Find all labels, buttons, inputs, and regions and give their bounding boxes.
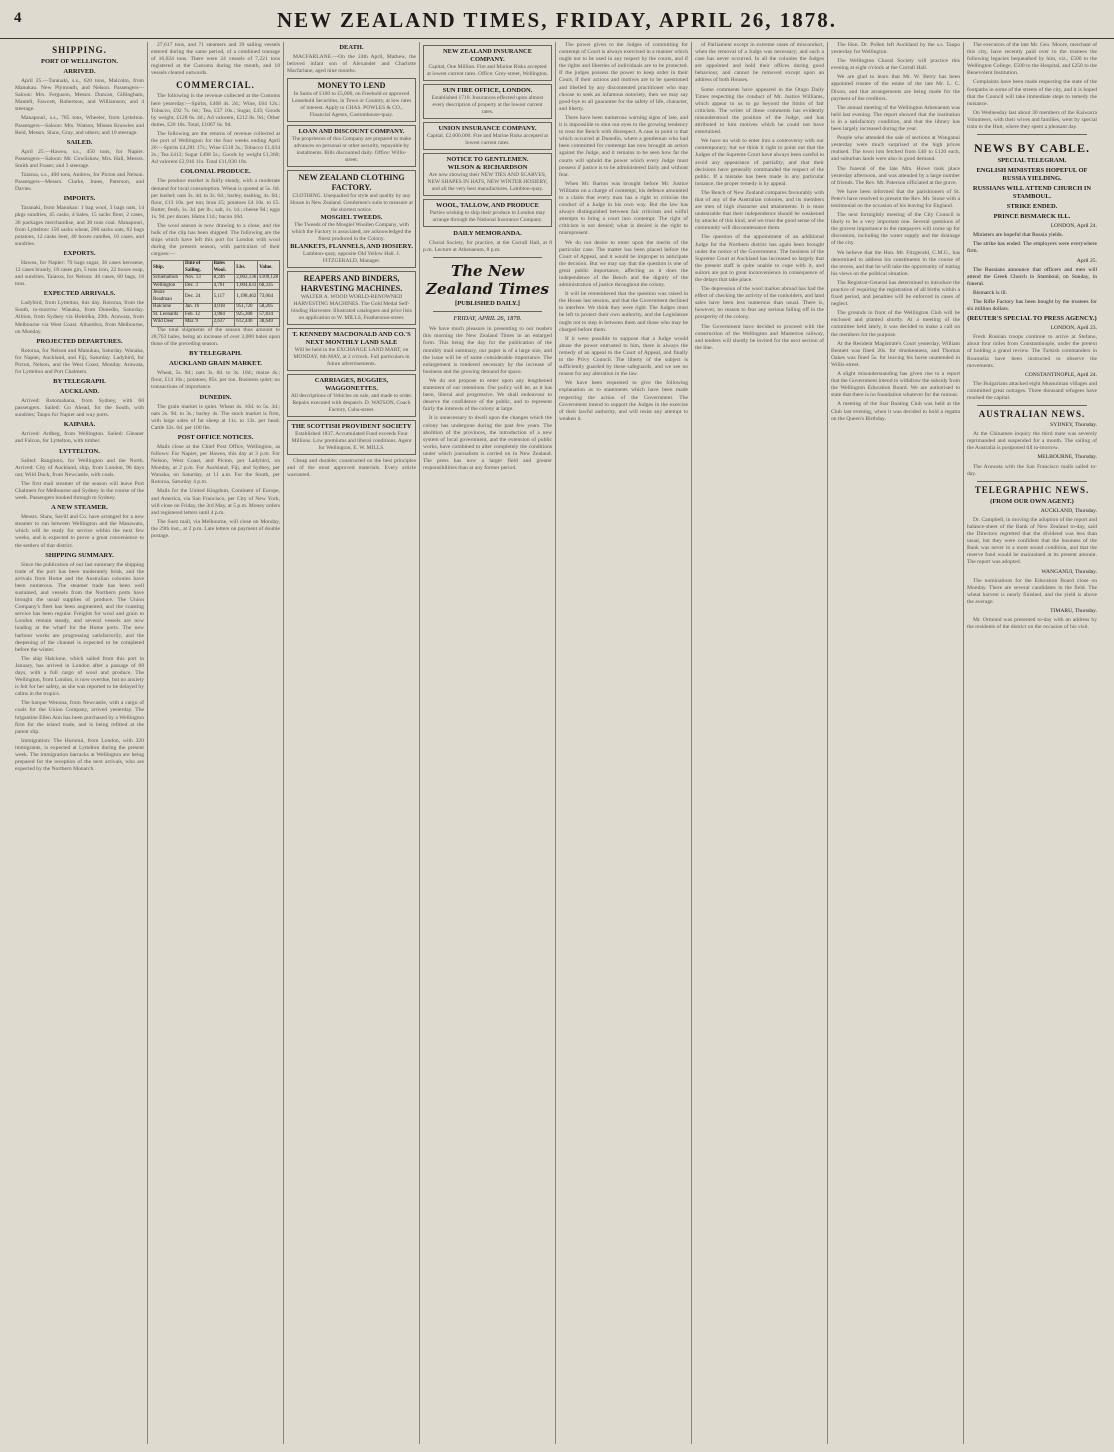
cable-dateline-2: April 25. (1076, 257, 1097, 264)
table-cell: 8,246 (212, 275, 235, 283)
table-header-cell: Date of Sailing. (183, 261, 212, 275)
column-advertisements: DEATH. MACFARLANE.—On the 24th April, Mathew, the beloved infant son of Alexander and Charlotte Macfarlane, aged nine months. MONEY TO LEND In Sums of £100 to £5,000, on Freehold or approved Leasehold Securities, in Town or Country, at low rates of interest. Apply to CHAS. POWLES & CO., Financial Agents, Customhouse-quay. LOAN AND DISCOUNT COMPANY. The proprietors of this Company are prepared to make advances on personal or other security, repayable by instalments. Bills discounted daily. Office: Willis-street. NEW ZEALAND CLOTHING FACTORY. CLOTHING. Unequalled for style and quality by any House in New Zealand. Gentlemen's suits to measure at the shortest notice. MOSGIEL TWEEDS. The Tweeds of the Mosgiel Woollen Company, with which the Factory is associated, are acknowledged the finest produced in the Colony. BLANKETS, FLANNELS, AND HOSIERY. Lambton-quay, opposite Old Yellow Hall. J. FITZGERALD, Manager. REAPERS AND BINDERS, HARVESTING MACHINES. WALTER A. WOOD WORLD-RENOWNED HARVESTING MACHINES. The Gold Medal Self-binding Harvester. Illustrated catalogues and price lists on application to W. MILLS, Featherston-street. T. KENNEDY MACDONALD AND CO.'S NEXT MONTHLY LAND SALE Will be held in the EXCHANGE LAND MART, on MONDAY, 6th MAY, at 2 o'clock. Full particulars in future advertisements. CARRIAGES, BUGGIES, WAGGONETTES. All descriptions of Vehicles on sale, and made to order. Repairs executed with despatch. D. WATSON, Coach Factory, Cuba-street. THE SCOTTISH PROVIDENT SOCIETY Established 1837. Accumulated Fund exceeds Four Millions. Low premiums and liberal conditions. Agent for Wellington, E. W. MILLS. Cheap and durable; constructed on the best principles and of the most approved materials. Every article warranted. (284, 42, 420, 1444)
column-local-news: The Hon. Dr. Pollen left Auckland by the s.s. Taupo yesterday for Wellington. The Wellington Choral Society will practice this evening at eight o'clock at the Corrall Hall. We are glad to learn that Mr. W. Berry has been appointed trustee of the estate of the late Mr. L. C. Dixon, and that arrangements are being made for the payment of the creditors. The annual meeting of the Wellington Athenaeum was held last evening. The report showed that the institution is in a satisfactory condition, and that the library has been largely increased during the year. People who attended the sale of sections at Wanganui yesterday were much surprised at the high prices realised. The town lots fetched from £40 to £120 each, and suburban lands were also in good demand. The funeral of the late Mrs. Howe took place yesterday afternoon, and was attended by a large number of friends. The Rev. Mr. Paterson officiated at the grave. We have been informed that the parishioners of St. Peter's have resolved to present the Rev. Mr. Stone with a testimonial on the occasion of his leaving for England. The next fortnightly meeting of the City Council is likely to be a very important one. Several questions of the gravest importance to the ratepayers will come up for discussion, including the water supply and the drainage of the city. We believe that the Hon. Mr. Fitzgerald, C.M.G., has determined to address his constituents in the course of the recess, and that he will take the opportunity of stating his views on the political situation. The Registrar-General has determined to introduce the practice of requiring the registration of all births within a fixed period, and penalties will be enforced in cases of neglect. The grounds in front of the Wellington Club will be enclosed and planted shortly. At a meeting of the committee held lately, it was decided to make a call on the members for the purpose. At the Resident Magistrate's Court yesterday, William Bennett was fined 20s. for drunkenness, and Thomas Oakes was fined 5s. for leaving his horse unattended in Willis-street. A slight misunderstanding has given rise to a report that the Government intend to withdraw the subsidy from the Wellington Education Board. We are authorised to state that there is no foundation whatever for the rumour. A meeting of the Star Boating Club was held at the Club last evening, when it was decided to hold a regatta on the Queen's Birthday. (828, 42, 964, 1444)
cable-headline-4: PRINCE BISMARCK ILL. (993, 213, 1071, 221)
table-cell: 951,720 (235, 304, 258, 312)
table-cell: Dec. 3 (183, 282, 212, 290)
auckland-market-heading: AUCKLAND GRAIN MARKET. (169, 360, 262, 368)
table-cell: 4,018 (212, 304, 235, 312)
table-cell: 925,308 (235, 311, 258, 319)
table-cell: 2,637 (212, 319, 235, 327)
projected-heading: PROJECTED DEPARTURES. (36, 337, 123, 345)
table-row (152, 275, 280, 283)
leader-dateline: FRIDAY, APRIL 26, 1878. (453, 315, 522, 323)
table-row (152, 311, 280, 319)
australian-news-heading: AUSTRALIAN NEWS. (978, 409, 1086, 420)
reapers-ad: REAPERS AND BINDERS, HARVESTING MACHINES. WALTER A. WOOD WORLD-RENOWNED HARVESTING MACHINES. The Gold Medal Self-binding Harvester. Illustrated catalogues and price lists on application to W. MILLS, Featherston-street. (287, 271, 416, 325)
sun-fire-ad: SUN FIRE OFFICE, LONDON. Established 1710. Insurances effected upon almost every description of property at the lowest current rates. (423, 84, 552, 119)
from-agent: (FROM OUR OWN AGENT.) (990, 497, 1074, 505)
cable-dateline-3: LONDON, April 23. (1050, 325, 1097, 332)
arrived-heading: ARRIVED. (63, 68, 96, 75)
table-cell: Dec. 24 (183, 290, 212, 304)
table-cell: 57,834 (258, 311, 280, 319)
port-heading: PORT OF WELLINGTON. (40, 58, 118, 65)
money-to-lend-ad: MONEY TO LEND In Sums of £100 to £5,000, on Freehold or approved Leasehold Securities, in Town or Country, at low rates of interest. Apply to CHAS. POWLES & CO., Financial Agents, Customhouse-quay. (287, 78, 416, 122)
table-cell: 2,002,136 (236, 275, 257, 281)
daily-memoranda-heading: DAILY MEMORANDA. (453, 230, 522, 237)
table-cell: 73,064 (258, 290, 280, 304)
table-cell: 5,117 (212, 290, 235, 304)
post-office-heading: POST OFFICE NOTICES. (177, 433, 254, 441)
table-cell: 1,198,462 (235, 290, 258, 304)
table-cell: Jan. 16 (183, 304, 212, 312)
cable-para-4: Bismarck is ill. (973, 289, 1008, 296)
commercial-heading: COMMERCIAL. (176, 80, 255, 91)
column-cable-news: The executors of the late Mr. Geo. Moore, merchant of this city, have recently paid over to the trustees the following legacies bequeathed by him, viz., £500 to the Wellington College, £500 to the Hospital, and £250 to the Benevolent Institution. Complaints have been made respecting the state of the footpaths in some of the streets of the city, and it is hoped that the Council will take immediate steps to remedy the nuisance. On Wednesday last about 30 members of the Kaiwarra Volunteers, with their wives and families, went by special train to the Hutt, where they spent a pleasant day. NEWS BY CABLE. SPECIAL TELEGRAM. ENGLISH MINISTERS HOPEFUL OF RUSSIA YIELDING. RUSSIANS WILL ATTEND CHURCH IN STAMBOUL. STRIKE ENDED. PRINCE BISMARCK ILL. LONDON, April 24. Ministers are hopeful that Russia yields. The strike has ended. The employers were everywhere firm. April 25. The Russians announce that officers and men will attend the Greek Church in Stamboul, on Sunday, in funeral. Bismarck is ill. The Rifle Factory has been bought by the trustees for six million dollars. (REUTER'S SPECIAL TO PRESS AGENCY.) LONDON, April 23. Fresh Russian troops continue to arrive at Stefano, about four miles from Constantinople, under the pretext of holding a grand review. The Turkish commanders in Roumelia have been instructed to observe the movements. CONSTANTINOPLE, April 24. The Bulgarians attacked eight Mussulman villages and committed great outrages. Three thousand refugees have reached the capital. AUSTRALIAN NEWS. SYDNEY, Thursday. At the Chinamen inquiry the third mate was severely reprimanded and suspended for a month. The sailing of the Australia is postponed till to-morrow. MELBOURNE, Thursday. The Arawata with the San Francisco mails sailed to-day. TELEGRAPHIC NEWS. (FROM OUR OWN AGENT.) AUCKLAND, Thursday. Dr. Campbell, in moving the adoption of the report and balance-sheet of the Bank of New Zealand to-day, said the Directors regretted that the dividend was less than usual, but they were confident that the business of the Bank was never in a more sound condition, and that the reserve fund would be maintained at its present amount. The report was adopted. WANGANUI, Thursday. The nominations for the Education Board close on Monday. There are several candidates in the field. The wheat harvest is nearly finished, and the yield is above the average. TIMARU, Thursday. Mr. Ormond was presented to-day with an address by the residents of the district on the occasion of his visit. (967, 42, 1097, 631)
table-cell: £109,128 (259, 275, 278, 281)
clothing-factory-ad: NEW ZEALAND CLOTHING FACTORY. CLOTHING. Unequalled for style and quality by any House in New Zealand. Gentlemen's suits to measure at the shortest notice. MOSGIEL TWEEDS. The Tweeds of the Mosgiel Woollen Company, with which the Factory is associated, are acknowledged the finest produced in the Colony. BLANKETS, FLANNELS, AND HOSIERY. Lambton-quay, opposite Old Yellow Hall. J. FITZGERALD, Manager. (287, 170, 416, 268)
cable-headline-1: ENGLISH MINISTERS HOPEFUL OF RUSSIA YIELDING. (976, 167, 1088, 183)
table-cell: 612,440 (235, 319, 258, 327)
masthead (0, 4, 1114, 39)
telegraph-heading: BY TELEGRAPH. (53, 378, 106, 386)
table-header-cell: Ship. (152, 261, 184, 275)
table-cell: 3,984 (212, 311, 235, 319)
cable-headline-3: STRIKE ENDED. (1006, 203, 1058, 211)
table-cell: 1,004,633 (236, 282, 257, 288)
table-cell: St. Leonards (152, 311, 184, 319)
union-insurance-ad: UNION INSURANCE COMPANY. Capital, £2,000,000. Fire and Marine Risks accepted at lowest current rates. (423, 122, 552, 150)
cable-para-2: The strike has ended. The employers were everywhere firm. (967, 241, 1097, 255)
death-heading: DEATH. (339, 44, 364, 51)
wanganui-dateline: WANGANUI, Thursday. (1041, 568, 1097, 575)
table-cell: Wild Deer (152, 319, 184, 327)
nz-insurance-ad: NEW ZEALAND INSURANCE COMPANY. Capital, One Million. Fire and Marine Risks accepted at lowest current rates. Office: Grey-street, Wellington. (423, 45, 552, 81)
sailed-heading: SAILED. (66, 138, 93, 146)
news-by-cable-heading: NEWS BY CABLE. (974, 141, 1090, 156)
wool-shipments-table (151, 260, 280, 327)
column-commercial: 27,617 tons, and 71 steamers and 39 sailing vessels entered during the same period, of a combined tonnage of 16,024 tons. There were 24 vessels of 7,221 tons registered at the Customs during the month, and 18 vessels cleared outwards. COMMERCIAL. The following is the revenue collected at the Customs here yesterday:—Spirits, £468 4s. 2d.; Wine, £64 12s.; Tobacco, £92 7s. 6d.; Tea, £37 10s.; Sugar, £43; Goods by weight, £128 6s. 4d.; Ad valorem, £212 8s. 9d.; Other duties, £20 18s. Total, £1067 6s. 9d. The following are the returns of revenue collected at the port of Wellington for the four weeks ending April 20:—Spirits £4,281 17s.; Wine £518 3s.; Tobacco £1,034 2s.; Tea £412; Sugar £498 5s.; Goods by weight £1,360; Ad valorem £2,916 11s. Total £11,030 18s. COLONIAL PRODUCE. The produce market is fairly steady, with a moderate demand for local consumption. Wheat is quoted at 5s. 6d. per bushel; oats 3s. 4d. to 3s. 6d.; barley, malting, 4s. 6d.; flour, £13 10s. per ton; bran £5; potatoes £4 10s. to £5. Butter, fresh, 1s. 3d. per lb.; salt, 1s. 1d.; cheese 9d.; eggs 1s. 9d. per dozen. Hams 11d.; bacon 10d. The wool season is now drawing to a close, and the bulk of the clip has been shipped. The following are the ships which have left this port for London with wool during the present season, with particulars of their cargoes:— Ship. Date of Sailing. Bales Wool. Lbs. Value. Schiehallion Nov. 13 8,246 2,002,136 £109,128 Wellington Dec. 3 4,761 1,004,633 68,335 Jessie Readman Dec. 24 5,117 1,198,462 73,064 Halcione Jan. 16 4,018 951,720 58,205 St. Leonards Feb. 12 3,984 925,308 57,834 Wild Deer Mar. 9 2,637 612,440 38,640 The total shipments of the season thus amount to 28,763 bales, being an increase of over 3,000 bales upon those of the preceding season. BY TELEGRAPH. AUCKLAND GRAIN MARKET. Wheat, 5s. 9d.; oats 3s. 8d. to 3s. 10d.; maize 4s.; flour, £14 10s.; potatoes, 85s. per ton. Business quiet; no transactions of importance. DUNEDIN. The grain market is quiet. Wheat 4s. 10d. to 5s. 3d.; oats 2s. 9d. to 3s.; barley 4s. The stock market is firm, with large sales of fat sheep at 11s. to 13s. per head. Cattle 32s. 6d. per 100 lbs. POST OFFICE NOTICES. Mails close at the Chief Post Office, Wellington, as follows: For Napier, per Hawea, this day at 3 p.m. For Nelson, West Coast, and Picton, per Ladybird, on Monday, at 2 p.m. For Auckland, Fiji, and Sydney, per Wanaka, on Saturday, at 11 a.m. For the South, per Rotorua, Saturday 4 p.m. Mails for the United Kingdom, Continent of Europe, and America, via San Francisco, per City of New York, will close on Friday, the 3rd May, at 5 p.m. Money orders and registered letters until 4 p.m. The Suez mail, via Melbourne, will close on Monday, the 29th inst., at 2 p.m. Late letters on payment of double postage. (148, 42, 284, 1444)
colonial-produce-heading: COLONIAL PRODUCE. (180, 168, 251, 176)
table-row (152, 304, 280, 312)
new-steamer-heading: A NEW STEAMER. (51, 504, 108, 512)
reuters-heading: (REUTER'S SPECIAL TO PRESS AGENCY.) (967, 315, 1097, 323)
wool-produce-ad: WOOL, TALLOW, AND PRODUCE Parties wishing to ship their produce to London may arrange through the National Insurance Company. (423, 199, 552, 227)
table-header-cell: Bales Wool. (212, 261, 235, 275)
column-leader-3: of Parliament except in extreme cases of misconduct, when the removal of a Judge was necessary; and such a case has never occurred. In all the colonies the Judges are appointed and hold their offices during good behaviour, and cannot be removed except upon an address of both Houses. Some comments have appeared in the Otago Daily Times respecting the conduct of Mr. Justice Williams, which appear to us to go beyond the limits of fair criticism. The writer of these comments has evidently misunderstood the position of the Judge, and has attributed to him motives which he could not have entertained. We have no wish to enter into a controversy with our contemporary; but we think it right to point out that the Judges of the Supreme Court have always been careful to avoid any appearance of partiality, and that their decisions have generally commanded the respect of the public. If a mistake has been made in any particular instance, the proper remedy is by appeal. The Bench of New Zealand compares favourably with that of any of the Australian colonies, and its members are men of high character and attainments. It is most undesirable that their independence should be weakened by attacks of this kind, and we trust the good sense of the community will discountenance them. The question of the appointment of an additional Judge for the Northern district has again been brought under the notice of the Government. The business of the Supreme Court at Auckland has increased so largely that the present staff is quite unable to cope with it, and suitors are put to great inconvenience in consequence of the delays that take place. The depression of the wool market abroad has had the effect of checking the activity of the runholders, and land sales have been less numerous than usual. There is, however, no reason to fear any serious falling off in the prosperity of the colony. The Government have decided to proceed with the construction of the Wellington and Masterton railway, and tenders will shortly be invited for the next section of the line. (692, 42, 828, 1444)
carriages-ad: CARRIAGES, BUGGIES, WAGGONETTES. All descriptions of Vehicles on sale, and made to order. Repairs executed with despatch. D. WATSON, Coach Factory, Cuba-street. (287, 374, 416, 417)
dunedin-heading: DUNEDIN. (199, 393, 232, 401)
cable-para-5: The Rifle Factory has been bought by the trustees for six million dollars. (967, 298, 1097, 313)
telegraphic-news-heading: TELEGRAPHIC NEWS. (974, 484, 1090, 495)
table-cell: 68,335 (258, 282, 280, 290)
cable-para-3: The Russians announce that officers and men will attend the Greek Church in Stamboul, on Sunday, in funeral. (967, 266, 1097, 287)
timaru-dateline: TIMARU, Thursday. (1050, 607, 1097, 614)
table-cell: 4,761 (212, 282, 235, 290)
shipping-text: April 25.—Taranaki, s.s., 620 tons, Malcolm, from Manukau. New Plymouth, and Nelson. Passengers—Saloon: Mrs. Ferguson, Messrs. Duncan, Gillingham, Mantell, Fawcett, Robertson, and Williamson; and 4 steerage. (15, 78, 144, 113)
table-row (152, 282, 280, 290)
column-leader-2: The power given to the Judges of committing for contempt of Court is always exercised in a manner which ought not to be used in any respect by the courts, and if the rights and liberties of individuals are to be protected. If the judges possess the power to keep order in their Court, if their actions and motives are to be questioned and libelled by any discontented practitioner who may choose to seek an infamous notoriety, then we may say good-bye to all guarantee for the safety of life, character, and liberty. There have been numerous warning signs of late, and it is impossible to shut our eyes to the growing tendency to treat the Bench with disrespect. A case in point is that which occurred at Dunedin, where a gentleman who had been committed for contempt has now brought an action against the Judge, and it remains to be seen how far the courts will uphold the power which every Judge must possess if justice is to be administered fairly and without fear. When Mr. Barton was brought before Mr. Justice Williams on a charge of contempt, his defence amounted to a claim that every man has a right to criticise the conduct of a Judge in his own way. But the law has always distinguished between fair criticism and wilful attempts to bring a court into contempt. The right of criticism is not denied; what is denied is the right to misrepresent. We do not desire to enter upon the merits of the particular case. The matter has been placed before the Court of Appeal, and it would be improper to anticipate the decision. But we may say that the question is one of great public importance, affecting as it does the independence of the Bench and the dignity of the administration of justice throughout the colony. It will be remembered that the question was raised in the House last session, and that the Government declined to interfere. We think they were right. The Judges must be left to protect their own authority, and the Legislature ought not to step in between them and those who may be charged before them. If it were possible to suppose that a Judge would abuse the power entrusted to him, there is always the remedy of an appeal to the Court of Appeal, and finally to the Privy Council. The liberty of the subject is sufficiently guarded by these safeguards, and we see no reason for any alteration in the law. We have been requested to give the following explanation as to statements which have been made respecting the action of the Government. The Government intend to support the Judges in the exercise of their lawful authority, and will resist any attempt to weaken it. (556, 42, 692, 1444)
table-header-cell: Value. (258, 261, 280, 275)
table-cell: 38,640 (258, 319, 280, 327)
melbourne-dateline: MELBOURNE, Thursday. (1037, 454, 1097, 461)
table-cell: Wellington (152, 282, 184, 290)
table-cell: Halcione (152, 304, 184, 312)
cable-dateline-1: LONDON, April 24. (1050, 223, 1097, 230)
exports-heading: EXPORTS. (63, 249, 96, 257)
expected-heading: EXPECTED ARRIVALS. (43, 290, 116, 298)
provident-ad: THE SCOTTISH PROVIDENT SOCIETY Established 1837. Accumulated Fund exceeds Four Millions. Low premiums and liberal conditions. Agent for Wellington, E. W. MILLS. (287, 420, 416, 455)
table-row (152, 319, 280, 327)
paper-nameplate: The New Zealand Times (426, 262, 549, 299)
notice-gentlemen-ad: NOTICE TO GENTLEMEN. WILSON & RICHARDSON Are now showing their NEW TIES AND SCARVES, NEW SHAPES IN HATS, NEW WINTER HOSIERY, and all the very best manufactures. Lambton-quay. (423, 153, 552, 196)
column-insurance-leader: NEW ZEALAND INSURANCE COMPANY. Capital, One Million. Fire and Marine Risks accepted at lowest current rates. Office: Grey-street, Wellington. SUN FIRE OFFICE, LONDON. Established 1710. Insurances effected upon almost every description of property at the lowest current rates. UNION INSURANCE COMPANY. Capital, £2,000,000. Fire and Marine Risks accepted at lowest current rates. NOTICE TO GENTLEMEN. WILSON & RICHARDSON Are now showing their NEW TIES AND SCARVES, NEW SHAPES IN HATS, NEW WINTER HOSIERY, and all the very best manufactures. Lambton-quay. WOOL, TALLOW, AND PRODUCE Parties wishing to ship their produce to London may arrange through the National Insurance Company. DAILY MEMORANDA. Choral Society, for practice, at the Corrall Hall, at 8 p.m. Lecture at Athenaeum, 8 p.m. The New Zealand Times [PUBLISHED DAILY.] FRIDAY, APRIL 26, 1878. We have much pleasure in presenting to our readers this morning the New Zealand Times in an enlarged form. This being the day for the publication of the monthly mail summary, our paper is of a large size, and the issue will be of some considerable importance. The enlargement is rendered necessary by the increase of business and the growing demand for space. We do not propose to enter upon any lengthened statement of our intentions. Our policy will be, as it has been, liberal and progressive. We shall endeavour to deserve the confidence of the public, and to represent fairly the interests of the colony at large. It is unnecessary to dwell upon the changes which the colony has undergone during the past few years. The abolition of the provinces, the introduction of a new system of local government, and the extension of public works, have combined to alter completely the conditions under which journalism is carried on in New Zealand. The press has now a larger field and greater responsibilities than at any former period. (420, 42, 556, 1444)
table-row (152, 290, 280, 304)
cable-para-1: Ministers are hopeful that Russia yields. (973, 232, 1064, 239)
table-cell: Jessie Readman (152, 290, 184, 304)
auckland-heading: AUCKLAND. (59, 388, 100, 396)
special-telegram: SPECIAL TELEGRAM. (997, 157, 1067, 165)
cable-dateline-4: CONSTANTINOPLE, April 24. (1025, 371, 1097, 378)
land-sale-ad: T. KENNEDY MACDONALD AND CO.'S NEXT MONTHLY LAND SALE Will be held in the EXCHANGE LAND MART, on MONDAY, 6th MAY, at 2 o'clock. Full particulars in future advertisements. (287, 328, 416, 371)
summary-heading: SHIPPING SUMMARY. (45, 551, 114, 559)
sydney-dateline: SYDNEY, Thursday. (1050, 422, 1097, 429)
lyttelton-heading: LYTTELTON. (59, 447, 100, 455)
table-cell: Nov. 13 (183, 275, 212, 283)
auckland-dateline: AUCKLAND, Thursday. (1040, 507, 1097, 514)
table-cell: Mar. 9 (183, 319, 212, 327)
page-number: 4 (14, 10, 22, 26)
loan-discount-ad: LOAN AND DISCOUNT COMPANY. The proprietors of this Company are prepared to make advances on personal or other security, repayable by instalments. Bills discounted daily. Office: Willis-street. (287, 125, 416, 167)
table-header-cell: Lbs. (235, 261, 258, 275)
column-shipping: SHIPPING. PORT OF WELLINGTON. ARRIVED. April 25.—Taranaki, s.s., 620 tons, Malcolm, from Manukau. New Plymouth, and Nelson. Passengers—Saloon: Mrs. Ferguson, Messrs. Duncan, Gillingham, Mantell, Fawcett, Robertson, and Williamson; and 4 steerage. Manapouri, s.s., 785 tons, Wheeler, from Lyttelton. Passengers—Saloon: Mrs. Watson, Misses Knowles and Reid, Messrs. Shaw, Gray, and others; and 10 steerage. SAILED. April 25.—Hawea, s.s., 450 tons, for Napier. Passengers—Saloon: Mr. Cowlishaw, Mrs. Hall, Messrs. Smith and Fraser; and 3 steerage. Taiaroa, s.s., 400 tons, Andrew, for Picton and Nelson. Passengers—Messrs. Clarke, Innes, Paterson, and Davies. IMPORTS. Taranaki, from Manukau: 1 bag wool, 3 bags oats, 14 pkgs sundries, 45 casks, 4 bales, 15 sacks flour, 2 cases, 36 packages merchandise, and 30 tons coal. Manapouri, from Lyttelton: 150 sacks wheat, 260 sacks oats, 62 bags potatoes, 12 casks beer, 40 boxes candles, 16 cases, and sundries. EXPORTS. Hawea, for Napier: 70 bags sugar, 36 cases kerosene, 12 cases brandy, 18 cases gin, 5 tons iron, 22 boxes soap, and sundries. Taiaroa, for Nelson: 40 cases, 60 bags, 18 tons. EXPECTED ARRIVALS. Ladybird, from Lyttelton, this day. Rotorua, from the South, to-morrow. Wanaka, from Dunedin, Saturday. Albion, from Sydney via Hokitika, 29th. Arawata, from Melbourne via West Coast. Alhambra, from Melbourne, on Monday. PROJECTED DEPARTURES. Rotorua, for Nelson and Manukau, Saturday. Wanaka, for Napier, Auckland, and Fiji, Saturday. Ladybird, for Picton, Nelson, and the West Coast, Monday. Arawata, for Lyttelton and Port Chalmers. BY TELEGRAPH. AUCKLAND. Arrived: Rotomahana, from Sydney, with 60 passengers. Sailed: Go Ahead, for the South, with sundries; Taupo for Napier and way ports. KAIPARA. Arrived: Ardbeg, from Wellington. Sailed: Gleaner and Falcon, for Lyttelton, with timber. LYTTELTON. Sailed: Rangitoto, for Wellington and the North. Arrived: City of Auckland, ship, from London, 96 days out; Wild Duck, from Newcastle, with coals. The first mail steamer of the season will leave Port Chalmers for Melbourne and Sydney in the course of the week. Passengers booked through to Sydney. A NEW STEAMER. Messrs. Shaw, Savill and Co. have arranged for a new steamer to run between Wellington and the Manawatu, which will be ready for service within the next few weeks, and is expected to prove a great convenience to the settlers of that district. SHIPPING SUMMARY. Since the publication of our last summary the shipping trade of the port has been moderately brisk, and the arrivals from Home and the Australian colonies have been numerous. The steamer trade has been well sustained, and vessels from the Northern ports have brought the usual supplies of produce. The Union Company's fleet has been augmented, and the coasting service has been regular. Freights for wool and grain to London remain steady, and several vessels are now loading at the wharf for the Home ports. The new harbour works are progressing satisfactorily, and the deepening of the channel is expected to be completed before the winter. The ship Halcione, which sailed from this port in January, has arrived in London after a passage of 88 days, with a full cargo of wool and produce. The Wellington, from London, is now overdue, but no anxiety is felt for her safety, as she was reported to be delayed by calms in the tropics. The barque Wenona, from Newcastle, with a cargo of coals for the Union Company, arrived yesterday. The brigantine Ellen Ann has been purchased by a Wellington firm for the island trade, and is being refitted at the patent slip. Immigration: The Hurunui, from London, with 320 immigrants, is expected at Lyttelton during the present week. The immigration barracks at Wellington are being prepared for the reception of the next arrivals, who are expected by the Northern Monarch. (12, 42, 148, 1444)
shipping-heading: SHIPPING. (52, 45, 107, 55)
table-cell: Schiehallion (152, 275, 184, 283)
kaipara-heading: KAIPARA. (63, 421, 96, 429)
by-telegraph-heading: BY TELEGRAPH. (189, 350, 242, 358)
cable-headline-2: RUSSIANS WILL ATTEND CHURCH IN STAMBOUL. (972, 185, 1092, 201)
columns (12, 42, 1102, 1444)
imports-heading: IMPORTS. (63, 195, 96, 203)
table-cell: 58,205 (258, 304, 280, 312)
masthead-title: NEW ZEALAND TIMES, FRIDAY, APRIL 26, 1878. (276, 8, 838, 32)
table-cell: Feb. 12 (183, 311, 212, 319)
published-daily: [PUBLISHED DAILY.] (455, 300, 520, 308)
